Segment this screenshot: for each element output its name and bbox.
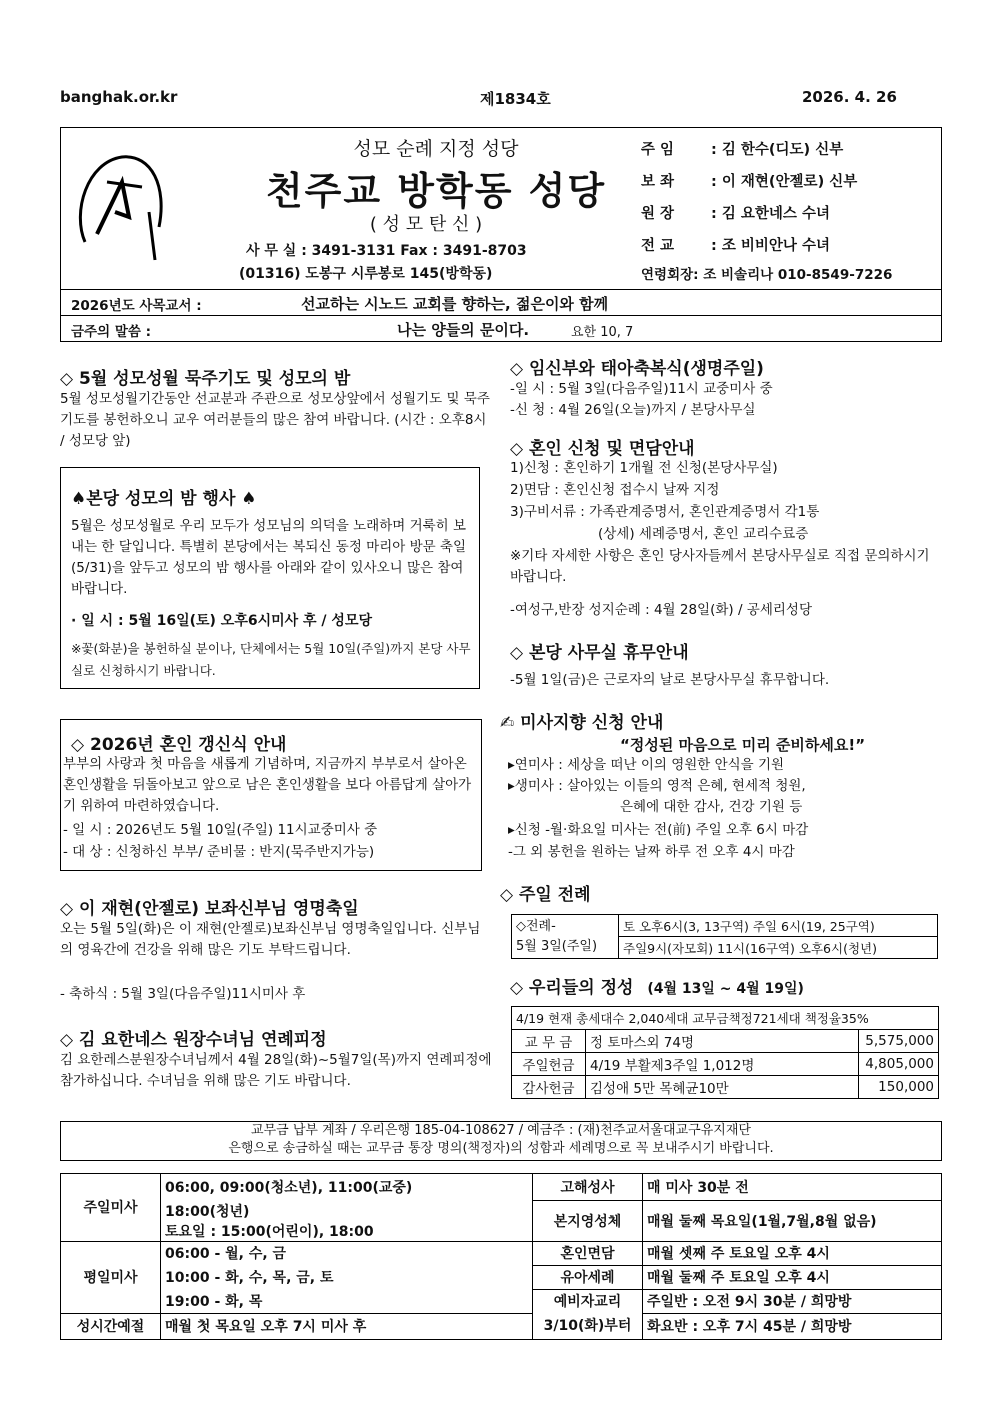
marian-night-body: 5월은 성모성월로 우리 모두가 성모님의 의덕을 노래하며 거룩히 보내는 한 달입니다. 특별히 본당에서는 복되신 동정 마리아 방문 축일(5/31)을 앞두고 성모의 밤 행사를 아래와 같이 있사오니 많은 참여 바랍니다.: [71, 518, 467, 597]
marriage-l1: 1)신청 : 혼인하기 1개월 전 신청(본당사무실): [510, 460, 778, 476]
marian-night-note: ※꽃(화분)을 봉헌하실 분이나, 단체에서는 5월 10일(주일)까지 본당 사무실로 신청하시기 바랍니다.: [71, 641, 471, 678]
offering-kind: 감사헌금: [512, 1076, 586, 1099]
office-closed-body: -5월 1일(금)은 근로자의 날로 본당사무실 휴무합니다.: [510, 672, 830, 688]
liturgy-date: 5월 3일(주일): [516, 938, 598, 954]
table-row: [512, 1053, 939, 1076]
pastoral-text: 선교하는 시노드 교회를 향하는, 젊은이와 함께: [301, 295, 609, 313]
marian-night-title: ♠본당 성모의 밤 행사 ♠: [71, 489, 257, 509]
staff-name: : 이 재현(안젤로) 신부: [711, 174, 858, 190]
offering-kind: 교 무 금: [512, 1030, 586, 1053]
catechumen-label-2: 3/10(화)부터: [543, 1318, 632, 1334]
catechumen-label-1: 예비자교리: [553, 1294, 622, 1310]
staff-name: : 조 비비안나 수녀: [711, 238, 830, 254]
offering-period: (4월 13일 ~ 4월 19일): [647, 981, 804, 997]
word-ref: 요한 10, 7: [571, 325, 634, 340]
offering-amount: 5,575,000: [859, 1030, 939, 1053]
table-row: [512, 1076, 939, 1099]
mass-schedule: [60, 1173, 942, 1340]
staff-name: : 김 한수(디도) 신부: [711, 142, 844, 158]
feast-day-body: 오는 5월 5일(화)은 이 재현(안젤로)보좌신부님 영명축일입니다. 신부님의 영육간에 건강을 위해 많은 기도 부탁드립니다.: [60, 921, 481, 958]
staff-role: 원 장: [641, 206, 675, 222]
confession-value: 매 미사 30분 전: [643, 1174, 942, 1201]
vow-renewal-date: - 일 시 : 2026년도 5월 10일(주일) 11시교중미사 중: [63, 822, 378, 838]
vow-renewal-target: - 대 상 : 신청하신 부부/ 준비물 : 반지(묵주반지가능): [63, 844, 375, 860]
liturgy-title: ◇ 주일 전례: [500, 885, 591, 905]
section-rosary-title: ◇ 5월 성모성월 묵주기도 및 성모의 밤: [60, 369, 351, 389]
mass-intention-l5: -그 외 봉헌을 원하는 날짜 하루 전 오후 4시 마감: [508, 844, 795, 860]
marriage-l4: (상세) 세례증명서, 혼인 교리수료증: [598, 526, 809, 542]
word-label: 금주의 말씀 :: [71, 324, 152, 340]
holy-hour-value: 매월 첫 목요일 오후 7시 미사 후: [161, 1313, 533, 1339]
mass-intention-l4: ▸신청 -월·화요일 미사는 전(前) 주일 오후 6시 마감: [508, 822, 809, 838]
mass-intention-l3: 은혜에 대한 감사, 건강 기원 등: [620, 799, 803, 815]
feast-day-ceremony: - 축하식 : 5월 3일(다음주일)11시미사 후: [60, 986, 306, 1002]
church-subtitle: 성모 순례 지정 성당: [353, 138, 519, 160]
account-box: [60, 1121, 942, 1161]
liturgy-sat: 토 오후6시(3, 13구역) 주일 6시(19, 25구역): [619, 915, 938, 937]
marian-night-box: [60, 467, 480, 689]
liturgy-date-cell: [512, 915, 619, 959]
blessing-date: -일 시 : 5월 3일(다음주일)11시 교중미사 중: [510, 381, 773, 397]
church-tagline: ( 성 모 탄 신 ): [369, 214, 483, 235]
sunday-mass-1: 06:00, 09:00(청소년), 11:00(교중): [161, 1174, 533, 1201]
mass-intention-title: ✍ 미사지향 신청 안내: [500, 713, 664, 733]
offering-amount: 150,000: [859, 1076, 939, 1099]
infant-baptism-label: 유아세례: [533, 1265, 643, 1289]
liturgy-table: [511, 914, 938, 959]
weekday-mass-1: 06:00 - 월, 수, 금: [161, 1241, 533, 1265]
offering-kind: 주일헌금: [512, 1053, 586, 1076]
vow-renewal-body: 부부의 사랑과 첫 마음을 새롭게 기념하며, 지금까지 부부로서 살아온 혼인생활을 뒤돌아보고 앞으로 남은 혼인생활을 보다 아름답게 살아가기 위하여 마련하였습니다.: [63, 756, 472, 814]
weekday-mass-2: 10:00 - 화, 수, 목, 금, 토: [161, 1265, 533, 1289]
pastoral-label: 2026년도 사목교서 :: [71, 298, 202, 314]
staff-list: [641, 134, 941, 288]
church-name: 천주교 방학동 성당: [265, 169, 607, 213]
word-text: 나는 양들의 문이다.: [397, 321, 530, 339]
church-address: (01316) 도봉구 시루봉로 145(방학동): [239, 266, 493, 282]
staff-role: 주 임: [641, 142, 675, 158]
marriage-l5: ※기타 자세한 사항은 혼인 당사자들께서 본당사무실로 직접 문의하시기 바랍니다.: [510, 548, 930, 585]
catechumen-sunday: 주일반 : 오전 9시 30분 / 희망방: [643, 1289, 942, 1313]
sunday-mass-label: 주일미사: [61, 1174, 161, 1242]
funeral-rep: 연령회장: 조 비솔리나 010-8549-7226: [641, 267, 893, 283]
sunday-mass-3: 토요일 : 15:00(어린이), 18:00: [161, 1221, 533, 1242]
marriage-l3: 3)구비서류 : 가족관계증명서, 혼인관계증명서 각1통: [510, 504, 820, 520]
office-phone: 사 무 실 : 3491-3131 Fax : 3491-8703: [246, 243, 527, 259]
account-line-2: 은행으로 송금하실 때는 교무금 통장 명의(책정자)의 성함과 세례명으로 꼭 보내주시기 바랍니다.: [228, 1141, 774, 1156]
staff-row: [641, 134, 941, 166]
issue-number: 제1834호: [480, 90, 551, 108]
communion-value: 매월 둘째 목요일(1월,7월,8월 없음): [643, 1201, 942, 1242]
mass-intention-quote: “정성된 마음으로 미리 준비하세요!”: [620, 736, 866, 754]
weekday-mass-3: 19:00 - 화, 목: [161, 1289, 533, 1313]
staff-row: [641, 166, 941, 198]
communion-label: 본지영성체: [533, 1201, 643, 1242]
catechumen-tuesday: 화요반 : 오후 7시 45분 / 희망방: [643, 1313, 942, 1339]
church-logo-icon: [67, 142, 167, 267]
infant-baptism-value: 매월 둘째 주 토요일 오후 4시: [643, 1265, 942, 1289]
section-rosary-body: 5월 성모성월기간동안 선교분과 주관으로 성모상앞에서 성월기도 및 묵주기도를 봉헌하오니 교우 여러분들의 많은 참여 바랍니다. (시간 : 오후8시 / 성모당 앞): [60, 391, 490, 449]
marriage-title: ◇ 혼인 신청 및 면담안내: [510, 439, 695, 459]
pastoral-letter: [60, 290, 942, 316]
vow-renewal-box: [60, 719, 482, 871]
holy-hour-label: 성시간예절: [61, 1313, 161, 1339]
pilgrimage-note: -여성구,반장 성지순례 : 4월 28일(화) / 공세리성당: [510, 602, 813, 618]
offering-desc: 4/19 부활제3주일 1,012명: [586, 1053, 859, 1076]
marriage-meeting-label: 혼인면담: [533, 1241, 643, 1265]
staff-row: [641, 230, 941, 262]
offering-desc: 정 토마스외 74명: [586, 1030, 859, 1053]
top-line: [60, 88, 932, 108]
retreat-title: ◇ 김 요한네스 원장수녀님 연례피정: [60, 1030, 327, 1050]
confession-label: 고해성사: [533, 1174, 643, 1201]
liturgy-label: ◇전례-: [516, 918, 556, 934]
staff-name: : 김 요한네스 수녀: [711, 206, 830, 222]
vow-renewal-title: ◇ 2026년 혼인 갱신식 안내: [71, 735, 287, 755]
staff-role: 전 교: [641, 238, 675, 254]
mass-intention-l1: ▸연미사 : 세상을 떠난 이의 영원한 안식을 기원: [508, 757, 785, 773]
offering-table: [511, 1006, 939, 1099]
site-url: banghak.or.kr: [60, 88, 178, 106]
sunday-mass-2: 18:00(청년): [161, 1201, 533, 1221]
retreat-body: 김 요한레스분원장수녀님께서 4월 28일(화)~5월7일(목)까지 연례피정에 참가하십니다. 수녀님을 위해 많은 기도 바랍니다.: [60, 1052, 492, 1089]
blessing-apply: -신 청 : 4월 26일(오늘)까지 / 본당사무실: [510, 402, 756, 418]
issue-date: 2026. 4. 26: [802, 88, 897, 106]
marriage-l2: 2)면담 : 혼인신청 접수시 날짜 지정: [510, 482, 720, 498]
office-closed-title: ◇ 본당 사무실 휴무안내: [510, 643, 689, 663]
weekly-word: [60, 316, 942, 342]
table-row: [512, 1030, 939, 1053]
mass-intention-l2: ▸생미사 : 살아있는 이들의 영적 은혜, 현세적 청원,: [508, 778, 806, 794]
account-line-1: 교무금 납부 계좌 / 우리은행 185-04-108627 / 예금주 : (재)천주교서울대교구유지재단: [251, 1123, 751, 1138]
marian-night-date: · 일 시 : 5월 16일(토) 오후6시미사 후 / 성모당: [71, 613, 372, 629]
offering-desc: 김성애 5만 목혜균10만: [586, 1076, 859, 1099]
weekday-mass-label: 평일미사: [61, 1241, 161, 1313]
offering-title: [510, 973, 804, 998]
staff-row: [641, 198, 941, 230]
staff-role: 보 좌: [641, 174, 675, 190]
feast-day-title: ◇ 이 재현(안젤로) 보좌신부님 영명축일: [60, 899, 359, 919]
marriage-meeting-value: 매월 셋째 주 토요일 오후 4시: [643, 1241, 942, 1265]
masthead: [60, 127, 942, 290]
catechumen-label: [533, 1289, 643, 1339]
offering-amount: 4,805,000: [859, 1053, 939, 1076]
offering-summary: 4/19 현재 총세대수 2,040세대 교무금책정721세대 책정율35%: [512, 1007, 939, 1030]
offering-title-text: ◇ 우리들의 정성: [510, 978, 634, 998]
liturgy-sun: 주일9시(자모회) 11시(16구역) 오후6시(청년): [619, 937, 938, 959]
blessing-title: ◇ 임신부와 태아축복식(생명주일): [510, 359, 764, 379]
